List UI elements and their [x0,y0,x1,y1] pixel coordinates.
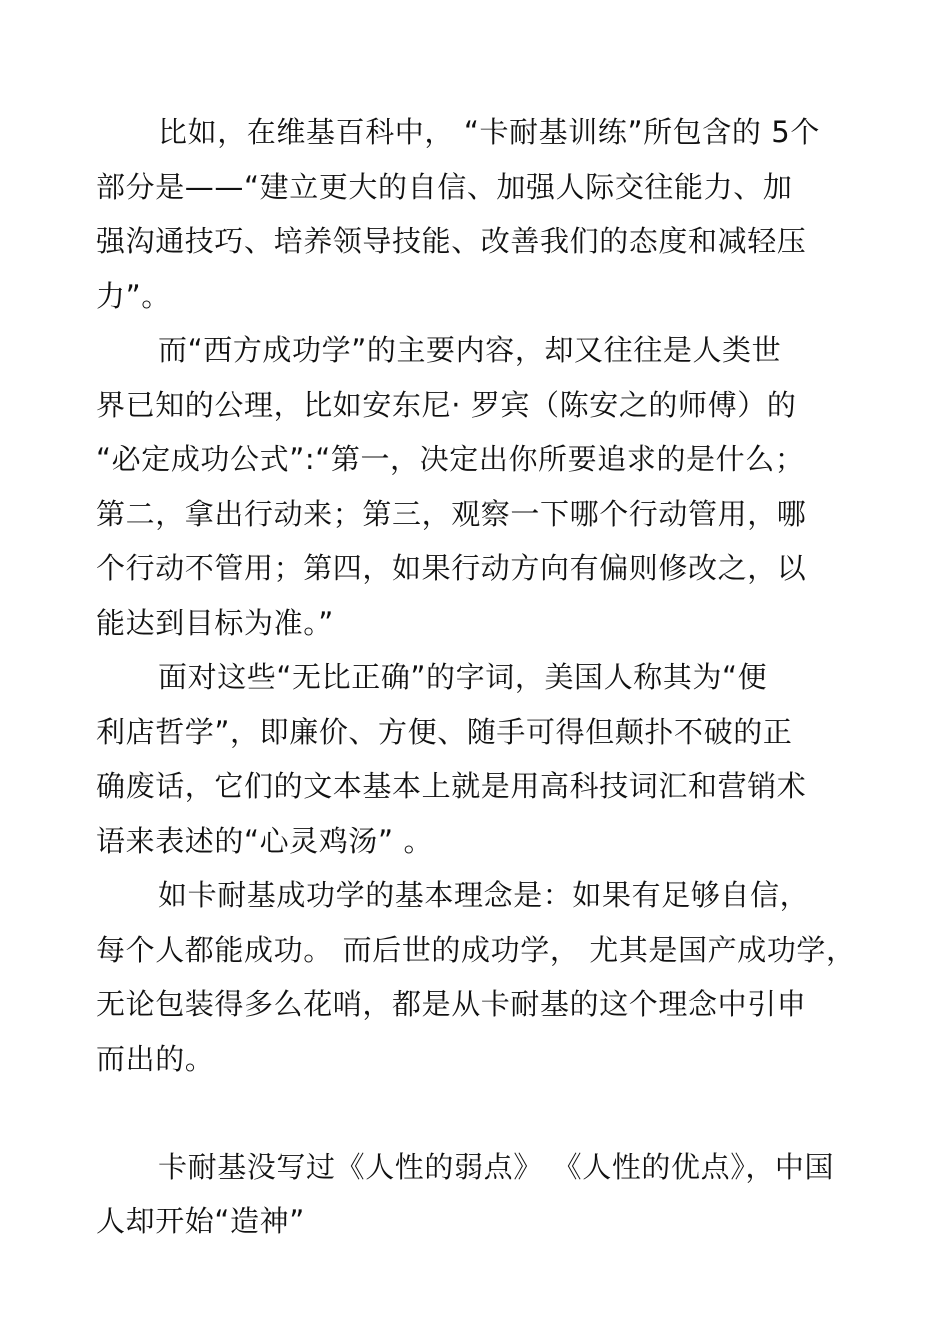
paragraph-1-line-1: 比如，在维基百科中， “卡耐基训练”所包含的 5个 [158,115,820,149]
paragraph-2-line-1: 而“西方成功学”的主要内容，却又往往是人类世 [158,333,782,367]
paragraph-1-line-3: 强沟通技巧、培养领导技能、改善我们的态度和减轻压 [96,224,807,258]
paragraph-4-line-3: 无论包装得多么花哨，都是从卡耐基的这个理念中引申 [96,987,807,1021]
paragraph-4-line-4: 而出的。 [96,1042,215,1076]
paragraph-2-line-5: 个行动不管用；第四，如果行动方向有偏则修改之，以 [96,551,807,585]
paragraph-4-line-2: 每个人都能成功。 而后世的成功学， 尤其是国产成功学， [96,933,856,967]
paragraph-1-line-2: 部分是——“建立更大的自信、加强人际交往能力、加 [96,170,793,204]
paragraph-2-line-6: 能达到目标为准。” [96,606,334,640]
paragraph-5-line-2: 人却开始“造神” [96,1204,305,1238]
paragraph-4-line-1: 如卡耐基成功学的基本理念是：如果有足够自信， [158,878,810,912]
paragraph-5-line-1: 卡耐基没写过《人性的弱点》 《人性的优点》，中国 [158,1150,835,1184]
paragraph-2-line-3: “必定成功公式”:“第一，决定出你所要追求的是什么； [96,442,805,476]
paragraph-3-line-2: 利店哲学”，即廉价、方便、随手可得但颠扑不破的正 [96,715,793,749]
paragraph-2-line-2: 界已知的公理，比如安东尼· 罗宾（陈安之的师傅）的 [96,388,797,422]
paragraph-3-line-3: 确废话，它们的文本基本上就是用高科技词汇和营销术 [96,769,807,803]
paragraph-3-line-4: 语来表述的“心灵鸡汤” 。 [96,824,434,858]
paragraph-2-line-4: 第二，拿出行动来；第三，观察一下哪个行动管用，哪 [96,497,807,531]
paragraph-3-line-1: 面对这些“无比正确”的字词，美国人称其为“便 [158,660,768,694]
paragraph-1-line-4: 力”。 [96,279,171,313]
